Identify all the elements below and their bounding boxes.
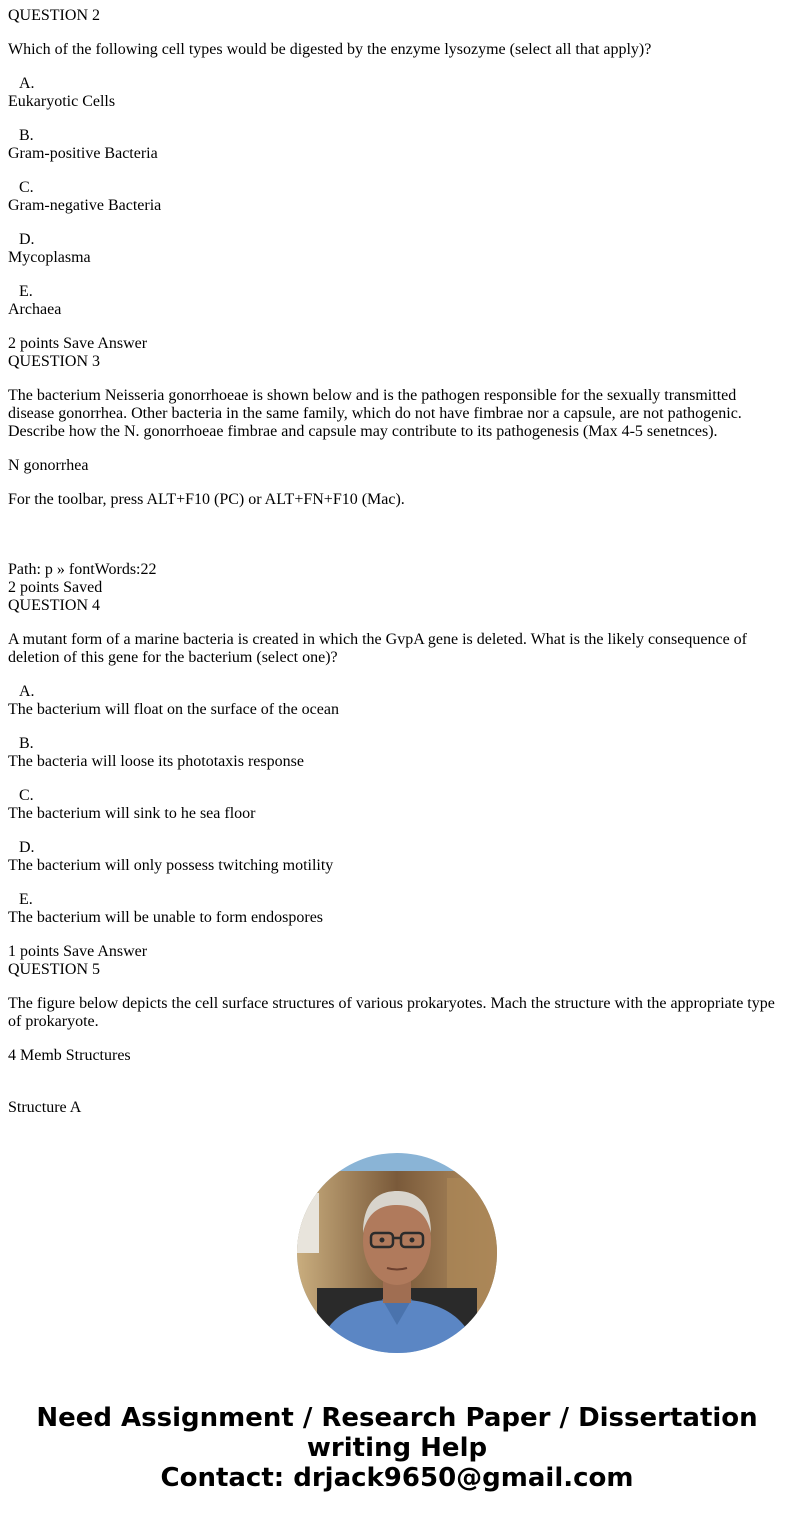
q3-points-saved: 2 points Saved [8, 579, 103, 596]
q4-option-e-letter[interactable]: E. [19, 891, 33, 908]
q4-option-a-text[interactable]: The bacterium will float on the surface of the ocean [8, 701, 339, 718]
q4-option-b-letter[interactable]: B. [19, 735, 34, 752]
q4-option-d-letter[interactable]: D. [19, 839, 35, 856]
q4-points-save-answer[interactable]: 1 points Save Answer [8, 943, 148, 960]
footer-contact-email: Contact: drjack9650@gmail.com [160, 1463, 634, 1493]
q3-image-alt: N gonorrhea [8, 457, 89, 474]
q2-option-c-text[interactable]: Gram-negative Bacteria [8, 197, 162, 214]
q2-option-a-text[interactable]: Eukaryotic Cells [8, 93, 116, 110]
q4-option-e-text[interactable]: The bacterium will be unable to form endospores [8, 909, 324, 926]
question-4-heading: QUESTION 4 [8, 597, 100, 614]
q2-option-d-text[interactable]: Mycoplasma [8, 249, 91, 266]
footer-contact-banner [0, 1403, 794, 1493]
q2-option-e-text[interactable]: Archaea [8, 301, 62, 318]
q2-option-d-letter[interactable]: D. [19, 231, 35, 248]
q2-option-c-letter[interactable]: C. [19, 179, 34, 196]
q2-points-save-answer[interactable]: 2 points Save Answer [8, 335, 148, 352]
q4-option-a-letter[interactable]: A. [19, 683, 35, 700]
q4-option-b-text[interactable]: The bacteria will loose its phototaxis response [8, 753, 304, 770]
q5-image-alt: 4 Memb Structures [8, 1047, 131, 1064]
q2-option-a-letter[interactable]: A. [19, 75, 35, 92]
q3-editor-path: Path: p » fontWords:22 [8, 561, 157, 578]
question-5-heading: QUESTION 5 [8, 961, 100, 978]
q4-option-d-text[interactable]: The bacterium will only possess twitching motility [8, 857, 334, 874]
q2-option-b-text[interactable]: Gram-positive Bacteria [8, 145, 158, 162]
question-2-prompt: Which of the following cell types would be digested by the enzyme lysozyme (select all that apply)? [8, 41, 652, 58]
question-2-heading: QUESTION 2 [8, 7, 100, 24]
footer-line-2: writing Help [306, 1433, 488, 1463]
person-portrait-icon [297, 1153, 497, 1353]
q2-option-e-letter[interactable]: E. [19, 283, 33, 300]
q4-option-c-letter[interactable]: C. [19, 787, 34, 804]
q3-toolbar-hint: For the toolbar, press ALT+F10 (PC) or ALT+FN+F10 (Mac). [8, 491, 405, 508]
portrait-photo [297, 1153, 497, 1353]
footer-line-1: Need Assignment / Research Paper / Dissertation [36, 1403, 758, 1433]
q5-structure-a-label: Structure A [8, 1099, 82, 1116]
question-5-prompt: The figure below depicts the cell surface structures of various prokaryotes. Mach the structure with the appropriate type of prokaryote. [8, 995, 775, 1030]
q2-option-b-letter[interactable]: B. [19, 127, 34, 144]
question-3-heading: QUESTION 3 [8, 353, 100, 370]
q4-option-c-text[interactable]: The bacterium will sink to he sea floor [8, 805, 256, 822]
question-3-prompt: The bacterium Neisseria gonorrhoeae is shown below and is the pathogen responsible for the sexually transmitted disease gonorrhea. Other bacteria in the same family, which do not have fimbrae nor a capsule, are not pathogenic. Describe how the N. gonorrhoeae fimbrae and capsule may contribute to its pathogenesis (Max 4-5 senetnces). [8, 387, 742, 440]
question-4-prompt: A mutant form of a marine bacteria is created in which the GvpA gene is deleted. What is the likely consequence of deletion of this gene for the bacterium (select one)? [8, 631, 748, 666]
